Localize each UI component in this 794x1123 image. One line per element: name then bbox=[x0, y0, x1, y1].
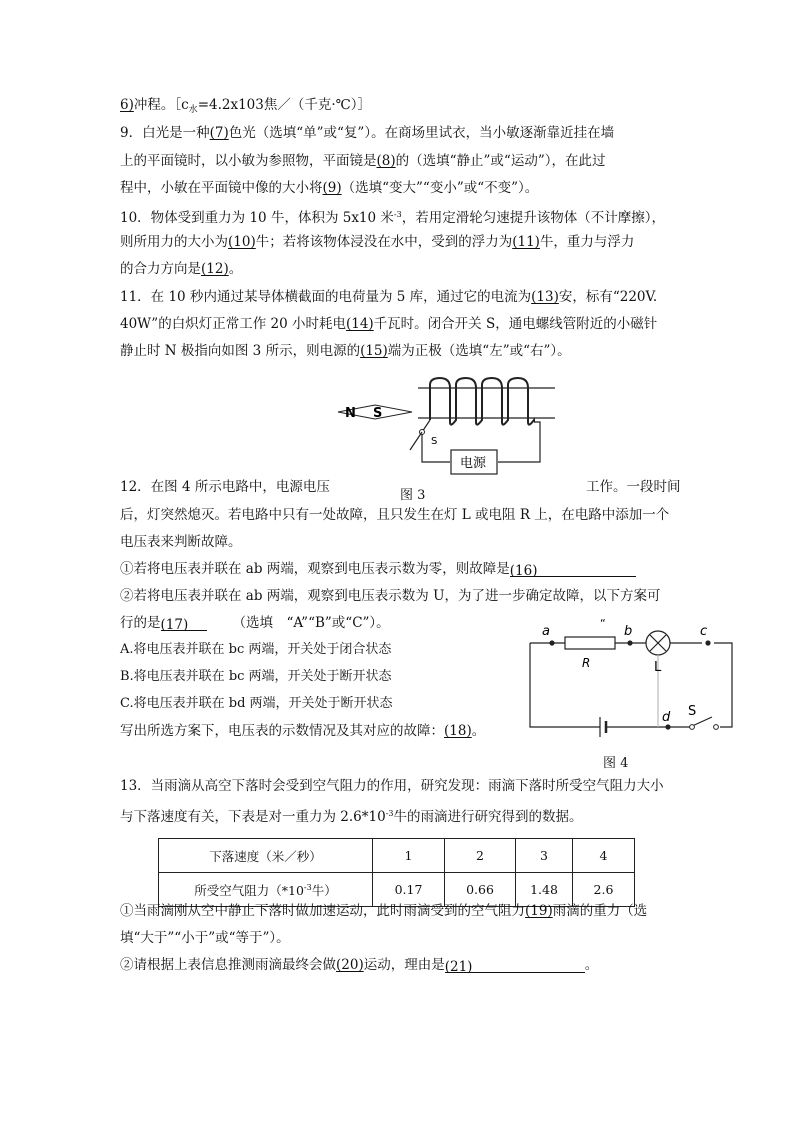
question-13-line-4: 填“大于”“小于”或“等于”）。 bbox=[120, 930, 290, 946]
text: 40W”的白炽灯正常工作 20 小时耗电 bbox=[120, 316, 346, 332]
text: 所受空气阻力（*10 bbox=[194, 882, 304, 898]
figure-4-caption: 图 4 bbox=[603, 756, 629, 771]
answer-blank[interactable]: 6) bbox=[120, 97, 134, 113]
answer-blank-20[interactable]: (20) bbox=[336, 957, 364, 973]
figure-3-solenoid-diagram bbox=[330, 370, 560, 492]
text: 11．在 10 秒内通过某导体横截面的电荷量为 5 库，通过它的电流为 bbox=[120, 289, 532, 305]
table-cell: 4 bbox=[573, 839, 635, 873]
question-13-line-3 bbox=[120, 902, 647, 920]
node-a[interactable] bbox=[549, 640, 554, 645]
figure-3-caption: 图 3 bbox=[400, 488, 426, 503]
answer-blank-7[interactable]: (7) bbox=[209, 125, 229, 141]
question-13-line-1: 13．当雨滴从高空下落时会受到空气阻力的作用，研究发现：雨滴下落时所受空气阻力大小 bbox=[120, 778, 664, 794]
question-9-line-1 bbox=[120, 124, 614, 142]
answer-blank-16[interactable] bbox=[510, 562, 636, 577]
answer-blank-17[interactable] bbox=[161, 616, 207, 631]
question-11-line-2 bbox=[120, 315, 657, 333]
question-10-line-1 bbox=[120, 206, 665, 227]
question-12-line-3: 电压表来判断故障。 bbox=[120, 534, 242, 550]
table-row bbox=[159, 839, 635, 873]
lamp-label: L bbox=[654, 660, 662, 675]
text: 上的平面镜时，以小敏为参照物，平面镜是 bbox=[120, 153, 377, 169]
answer-blank-8[interactable]: (8) bbox=[376, 153, 396, 169]
question-12-line-6 bbox=[120, 614, 390, 632]
question-12-line-10 bbox=[120, 722, 485, 740]
answer-blank-19[interactable]: (19) bbox=[525, 903, 553, 919]
option-b[interactable]: B.将电压表并联在 bc 两端，开关处于断开状态 bbox=[120, 669, 392, 684]
superscript: -3 bbox=[303, 882, 312, 892]
text: 静止时 N 极指向如图 3 所示，则电源的 bbox=[120, 343, 361, 359]
text: 程中，小敏在平面镜中像的大小将 bbox=[120, 180, 323, 196]
answer-blank-9[interactable]: (9) bbox=[322, 180, 342, 196]
stray-mark: “ bbox=[600, 617, 606, 630]
text: 牛的雨滴进行研究得到的数据。 bbox=[393, 809, 583, 825]
text: 与下落速度有关，下表是对一重力为 2.6*10 bbox=[120, 809, 386, 825]
text: ①当雨滴刚从空中静止下落时做加速运动，此时雨滴受到的空气阻力 bbox=[120, 903, 525, 919]
text: 色光（选填“单”或“复”）。在商场里试衣，当小敏逐渐靠近挂在墙 bbox=[228, 125, 615, 141]
text: ，若用定滑轮匀速提升该物体（不计摩擦）， bbox=[401, 210, 665, 226]
text: （选填 “A”“B”或“C”）。 bbox=[232, 615, 390, 631]
answer-blank-13[interactable]: (13) bbox=[531, 289, 559, 305]
subscript: 水 bbox=[188, 105, 198, 115]
resistor-r bbox=[565, 637, 615, 649]
compass-needle-icon bbox=[338, 405, 412, 421]
answer-blank-12[interactable]: (12) bbox=[201, 261, 229, 277]
answer-blank-11[interactable]: (11) bbox=[512, 234, 540, 250]
table-cell: 2 bbox=[445, 839, 516, 873]
power-source-label: 电源 bbox=[460, 456, 487, 471]
node-b[interactable] bbox=[627, 640, 632, 645]
table-cell: 1 bbox=[373, 839, 445, 873]
question-12-line-1 bbox=[120, 478, 330, 496]
text: 。 bbox=[228, 261, 243, 277]
option-c[interactable]: C.将电压表并联在 bd 两端，开关处于断开状态 bbox=[120, 696, 393, 711]
text: 牛，重力与浮力 bbox=[539, 234, 635, 250]
table-cell: 2.6 bbox=[573, 873, 635, 907]
text: 则所用力的大小为 bbox=[120, 234, 228, 250]
question-10-line-2 bbox=[120, 233, 634, 251]
text: 千瓦时。闭合开关 S，通电螺线管附近的小磁针 bbox=[373, 316, 658, 332]
text: =4.2x103焦／（千克·℃）］ bbox=[197, 97, 371, 113]
table-cell: 0.66 bbox=[445, 873, 516, 907]
text: 的（选填“静止”或“运动”），在此过 bbox=[395, 153, 606, 169]
text: 雨滴的重力（选 bbox=[552, 903, 648, 919]
blank-label: (21) bbox=[444, 959, 473, 975]
data-table bbox=[158, 838, 635, 907]
question-10-line-3 bbox=[120, 260, 242, 278]
text: 12．在图 4 所示电路中，电源电压 bbox=[120, 479, 330, 495]
question-12-line-1-tail bbox=[586, 478, 681, 496]
node-b-label: b bbox=[624, 624, 633, 639]
text: 运动，理由是 bbox=[363, 957, 445, 973]
node-d-label: d bbox=[662, 710, 671, 725]
answer-blank-10[interactable]: (10) bbox=[228, 234, 256, 250]
question-12-line-4 bbox=[120, 560, 636, 578]
table-cell: 0.17 bbox=[373, 873, 445, 907]
blank-label: (17) bbox=[160, 617, 189, 633]
table-header-cell: 下落速度（米／秒） bbox=[159, 839, 373, 873]
text: ②请根据上表信息推测雨滴最终会做 bbox=[120, 957, 336, 973]
question-12-line-2: 后，灯突然熄灭。若电路中只有一处故障，且只发生在灯 L 或电阻 R 上，在电路中添加一个 bbox=[120, 507, 670, 523]
question-11-line-3 bbox=[120, 342, 571, 360]
answer-blank-21[interactable] bbox=[445, 958, 585, 973]
text: 安，标有“220V. bbox=[558, 289, 658, 305]
text: 端为正极（选填“左”或“右”）。 bbox=[387, 343, 571, 359]
text: 工作。一段时间 bbox=[586, 479, 681, 495]
superscript: -3 bbox=[385, 809, 394, 818]
answer-blank-14[interactable]: (14) bbox=[345, 316, 374, 332]
question-13-line-2 bbox=[120, 805, 583, 826]
text: 。 bbox=[584, 957, 599, 973]
text: 10．物体受到重力为 10 牛，体积为 5x10 米 bbox=[120, 210, 394, 226]
text: 的合力方向是 bbox=[120, 261, 201, 277]
text: 9．白光是一种 bbox=[120, 125, 210, 141]
question-9-line-3 bbox=[120, 179, 538, 197]
question-11-line-1 bbox=[120, 288, 657, 306]
switch-label: S bbox=[431, 436, 438, 447]
node-d[interactable] bbox=[665, 724, 670, 729]
switch-label: S bbox=[688, 704, 697, 719]
blank-label: (16) bbox=[509, 563, 538, 579]
node-a-label: a bbox=[542, 624, 550, 639]
figure-4-circuit-diagram bbox=[520, 615, 740, 775]
text: （选填“变大”“变小”或“不变”）。 bbox=[341, 180, 539, 196]
text: 写出所选方案下，电压表的示数情况及其对应的故障： bbox=[120, 723, 444, 739]
answer-blank-15[interactable]: (15) bbox=[360, 343, 388, 359]
resistor-label: R bbox=[582, 656, 591, 670]
node-c[interactable] bbox=[705, 640, 710, 645]
text: 行的是 bbox=[120, 615, 161, 631]
option-a[interactable]: A.将电压表并联在 bc 两端，开关处于闭合状态 bbox=[120, 642, 392, 657]
question-9-line-2 bbox=[120, 152, 605, 170]
text: 牛；若将该物体浸没在水中，受到的浮力为 bbox=[255, 234, 513, 250]
magnet-n-label: N bbox=[345, 406, 356, 421]
superscript: -3 bbox=[393, 210, 402, 219]
text: 冲程。［c bbox=[133, 97, 189, 113]
text: 牛） bbox=[311, 882, 337, 898]
question-13-line-5 bbox=[120, 956, 598, 974]
text: ①若将电压表并联在 ab 两端，观察到电压表示数为零，则故障是 bbox=[120, 561, 510, 577]
switch-lever bbox=[410, 432, 422, 450]
text-line bbox=[120, 96, 371, 119]
question-12-line-5: ②若将电压表并联在 ab 两端，观察到电压表示数为 U，为了进一步确定故障，以下方案可 bbox=[120, 588, 661, 604]
table-cell: 3 bbox=[516, 839, 573, 873]
text: 。 bbox=[471, 723, 486, 739]
table-cell: 1.48 bbox=[516, 873, 573, 907]
node-c-label: c bbox=[700, 624, 708, 639]
magnet-s-label: S bbox=[373, 406, 383, 421]
answer-blank-18[interactable]: (18) bbox=[444, 723, 472, 739]
